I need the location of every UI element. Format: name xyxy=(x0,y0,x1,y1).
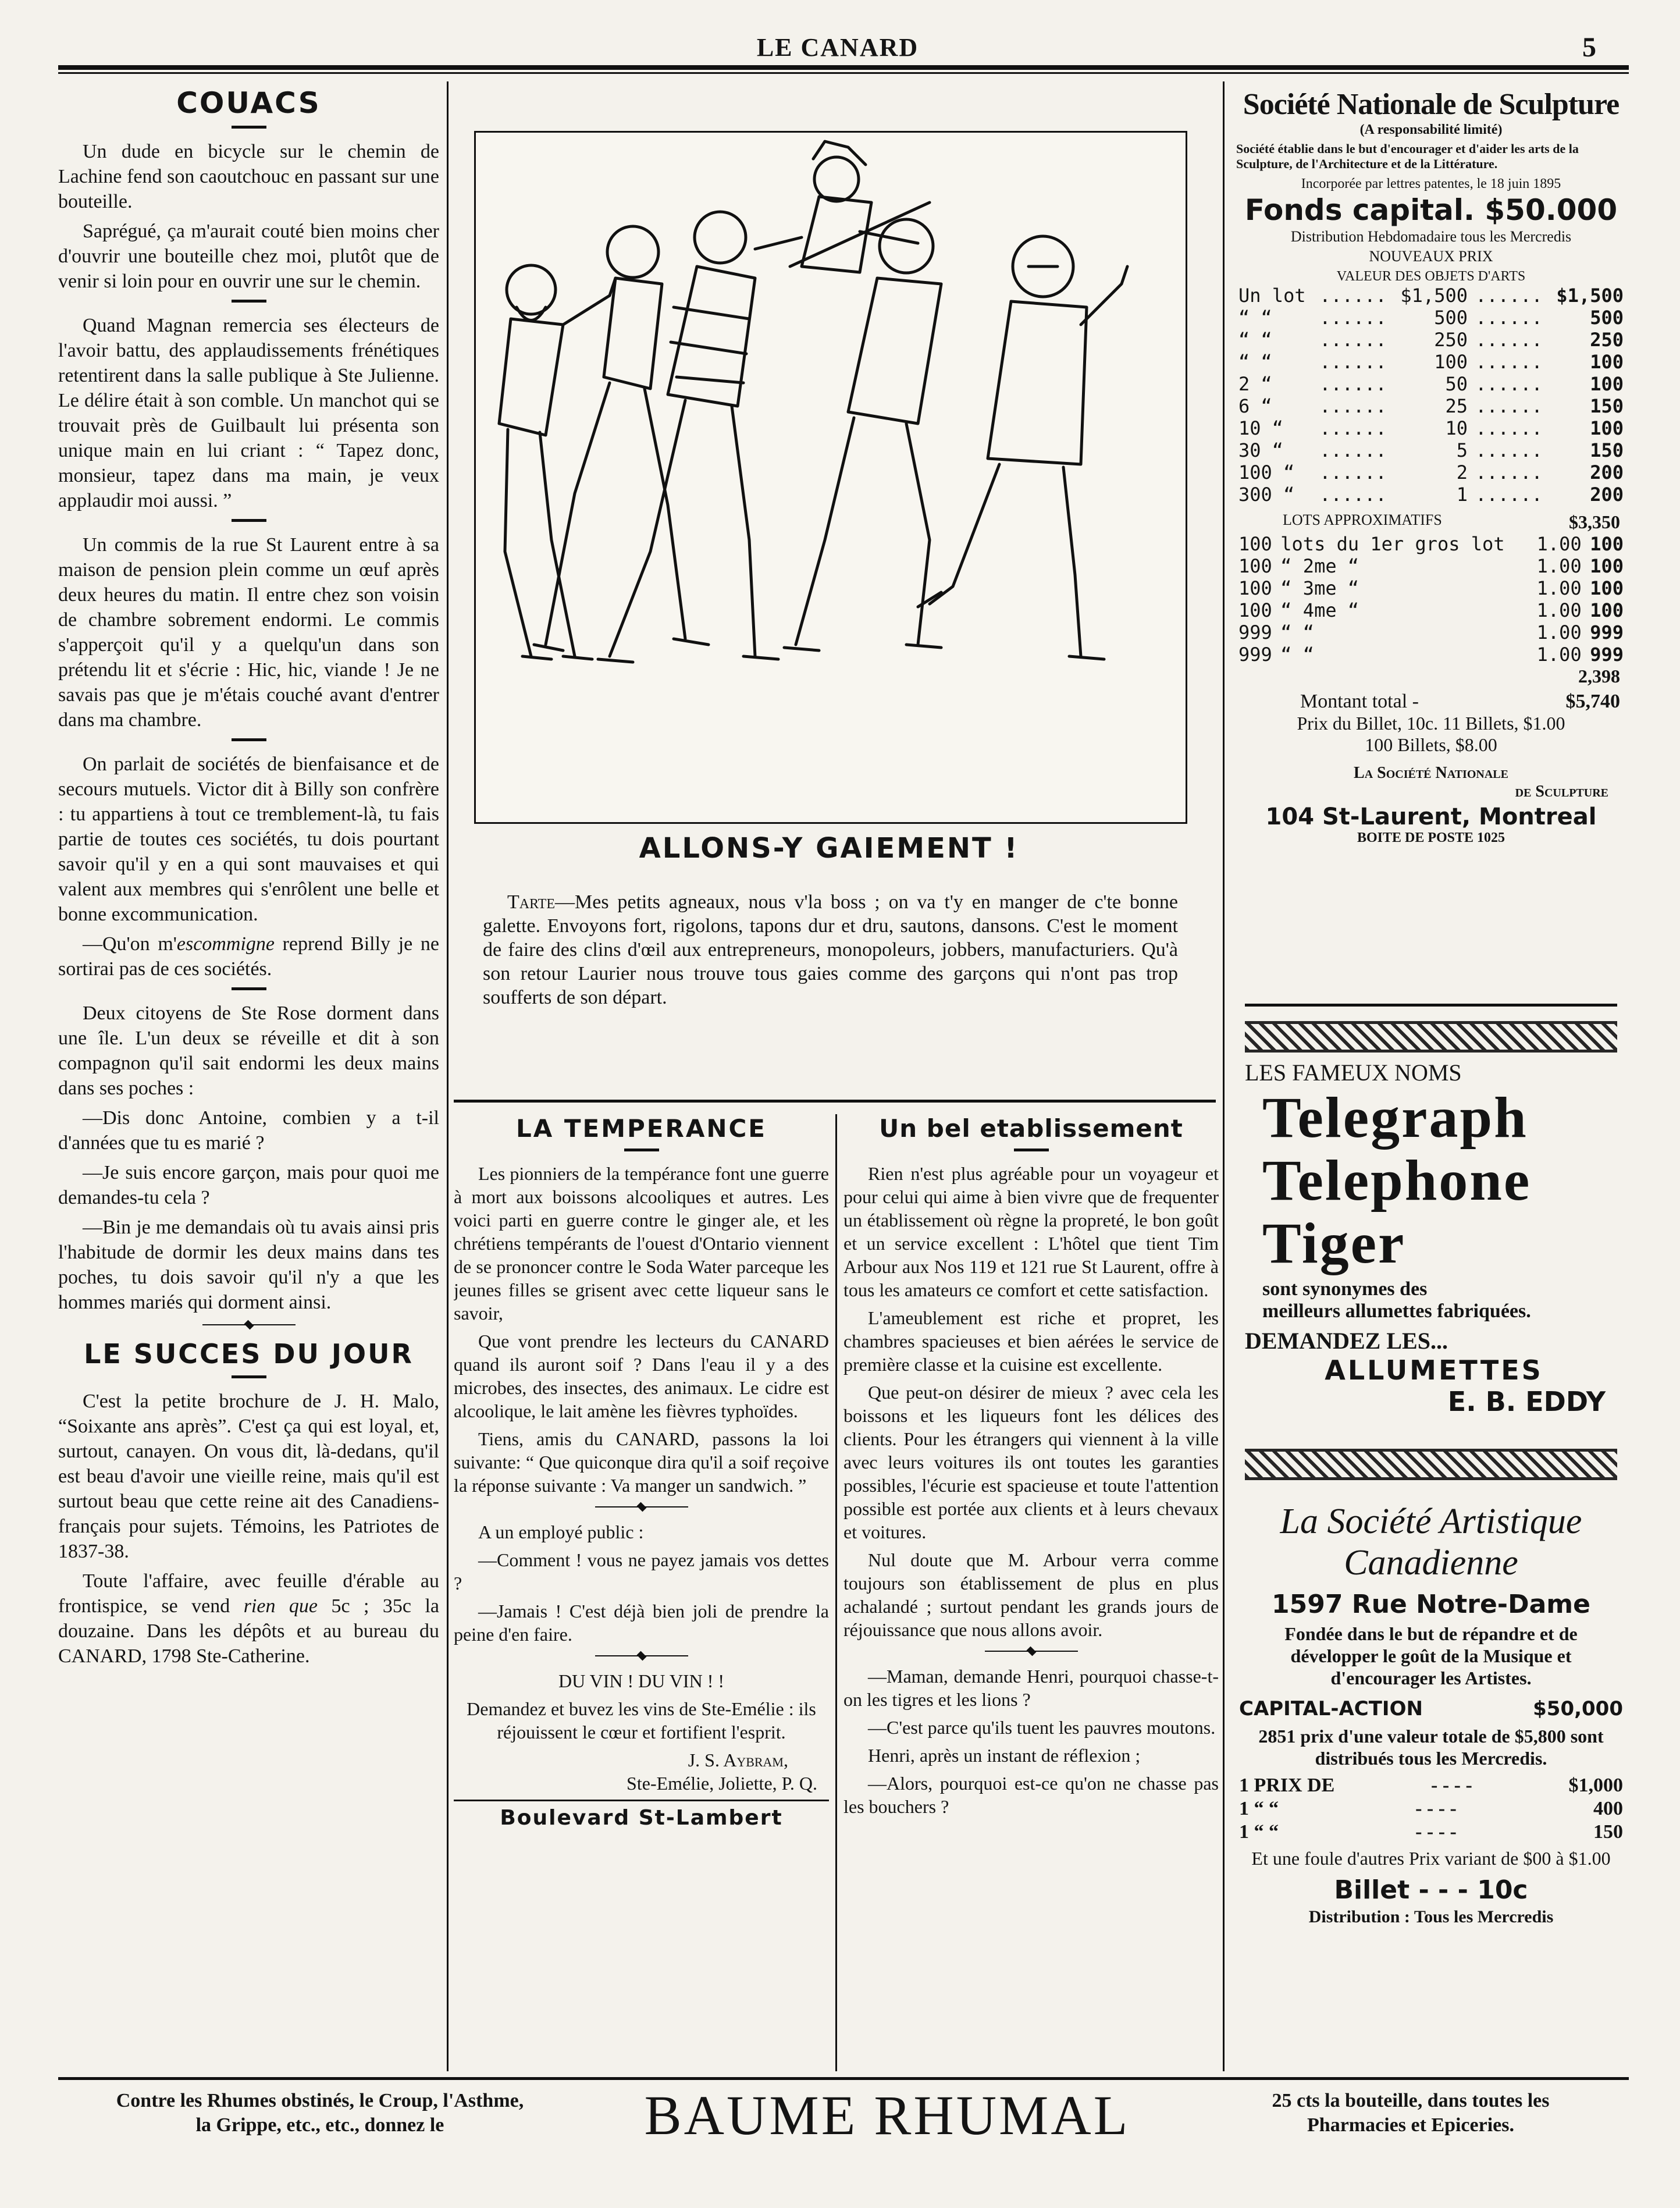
artistique-prize-row xyxy=(1239,1774,1623,1797)
leader-dots: ...... xyxy=(1475,329,1543,351)
couacs-column xyxy=(58,86,439,2076)
prize-unit: 100 xyxy=(1434,351,1468,373)
leader-dots: ...... xyxy=(1319,483,1387,506)
approx-total: 100 xyxy=(1590,577,1624,599)
value-header: VALEUR DES OBJETS D'ARTS xyxy=(1336,269,1526,284)
signature: J. S. Aybram, xyxy=(688,1750,788,1770)
paragraph xyxy=(58,1569,439,1669)
paragraph: Que vont prendre les lecteurs du CANARD quand ils auront soif ? Dans l'eau il y a des microbes, des insectes, des animaux. Le cidre est alcoolique, le lait amène les fièvres typhoïdes. xyxy=(454,1331,829,1421)
paragraph: Que peut-on désirer de mieux ? avec cela les boissons et les liqueurs font les délices des clients. Pour les étrangers qui viennent à la ville avec leurs voitures ils ont toutes les garanties possibles, l'écurie est spacieuse et toute l'attention possible est portée aux clients et à leurs chevaux et voitures. xyxy=(843,1382,1219,1542)
capital-value: $50,000 xyxy=(1533,1697,1623,1720)
emphasis: escommigne xyxy=(176,933,275,955)
brand-telephone: Telephone xyxy=(1262,1148,1532,1213)
prize-total: 200 xyxy=(1590,461,1624,483)
artistique-foule: Et une foule d'autres Prix variant de $00 à $1.00 xyxy=(1251,1848,1611,1869)
prize-count: 10 “ xyxy=(1238,417,1284,439)
approx-desc: “ “ xyxy=(1280,621,1315,643)
prize-count: Un lot xyxy=(1238,285,1306,307)
divider xyxy=(232,987,266,990)
paragraph xyxy=(483,890,1178,1009)
paragraph: Un dude en bicycle sur le chemin de Lachine fend son caoutchouc en passant sur une bouteille. xyxy=(58,141,439,212)
approx-total: 100 xyxy=(1590,555,1624,577)
couacs-title: COUACS xyxy=(176,86,321,120)
sculpture-incorporated: Incorporée par lettres patentes, le 18 juin 1895 xyxy=(1301,176,1561,191)
baume-title: BAUME RHUMAL xyxy=(644,2084,1130,2146)
section-rule xyxy=(454,1800,829,1801)
billet-row xyxy=(1239,1875,1623,1905)
divider xyxy=(232,519,266,522)
billet-label: Billet - - - xyxy=(1334,1875,1468,1905)
prize-value: 400 xyxy=(1593,1798,1623,1819)
prize-total: 250 xyxy=(1590,329,1624,351)
header-rule-thin xyxy=(58,72,1629,74)
prize-row xyxy=(1236,417,1626,439)
leader-dots: ...... xyxy=(1319,439,1387,461)
leader-dots: ...... xyxy=(1475,373,1543,395)
prize-unit: $1,500 xyxy=(1400,285,1468,307)
leader-dots: ...... xyxy=(1475,307,1543,329)
prize-value: $1,000 xyxy=(1568,1775,1623,1796)
baume-rhumal-ad xyxy=(58,2084,1629,2153)
ornament-divider xyxy=(595,1505,688,1509)
cartoon-illustration xyxy=(474,131,1187,824)
paragraph: —Jamais ! C'est déjà bien joli de prendre la peine d'en faire. xyxy=(454,1601,829,1645)
eddy-syn: sont synonymes des xyxy=(1262,1278,1428,1300)
approx-count: 999 xyxy=(1238,643,1272,666)
text: 5c ; 35c la douzaine. Dans les dépôts et au bureau du CANARD, 1798 Ste-Catherine. xyxy=(58,1595,439,1667)
paragraph: —Alors, pourquoi est-ce qu'on ne chasse pas les bouchers ? xyxy=(843,1773,1219,1817)
capital-row xyxy=(1239,1697,1623,1720)
paragraph: —Bin je me demandais où tu avais ainsi pris l'habitude de dormir les deux mains dans tes poches, tu dois savoir qu'il n'y a que les hommes mariés qui dorment ainsi. xyxy=(58,1217,439,1313)
approx-unit: 1.00 xyxy=(1536,577,1582,599)
approx-total: 100 xyxy=(1590,599,1624,621)
artistique-prizes-text: 2851 prix d'une valeur totale de $5,800 sont distribués tous les Mercredis. xyxy=(1258,1726,1604,1769)
prize-count: 100 “ xyxy=(1238,461,1295,483)
prize-count: “ “ xyxy=(1238,307,1272,329)
sculpture-signature: La Société Nationale xyxy=(1354,764,1508,782)
page-number: 5 xyxy=(1582,32,1596,63)
brand-telegraph: Telegraph xyxy=(1262,1085,1528,1150)
leader-dots: ...... xyxy=(1475,351,1543,373)
paragraph: C'est la petite brochure de J. H. Malo, “Soixante ans après”. C'est ça qui est loyal, et, surtout, canayen. On vous dit, là-dedans, qu'il est beau d'avoir une vieille reine, mais qu'il est surtout beau que cette reine ait des Canadiens-français pour sujets. Témoins, les Patriotes de 1837-38. xyxy=(58,1391,439,1562)
artistique-title: Canadienne xyxy=(1344,1543,1518,1583)
cartoon-caption: ALLONS-Y GAIEMENT ! xyxy=(639,832,1019,865)
text: la Grippe, etc., etc., donnez le xyxy=(195,2114,444,2136)
ornamental-band xyxy=(1245,1021,1617,1053)
leader-dots: ...... xyxy=(1475,395,1543,417)
newspaper-title: LE CANARD xyxy=(756,33,919,62)
divider xyxy=(624,1149,659,1151)
paragraph: —Comment ! vous ne payez jamais vos dettes ? xyxy=(454,1549,829,1594)
divider xyxy=(232,300,266,303)
artistique-prize-row xyxy=(1239,1797,1623,1821)
eddy-intro: LES FAMEUX NOMS xyxy=(1245,1059,1462,1086)
approx-row xyxy=(1236,621,1626,643)
artistique-title: La Société Artistique xyxy=(1280,1502,1582,1541)
prize-row xyxy=(1236,351,1626,373)
text: —Qu'on m' xyxy=(83,933,177,955)
speaker-label: Tarte xyxy=(507,891,555,913)
approx-row xyxy=(1236,577,1626,599)
price-line: Prix du Billet, 10c. 11 Billets, $1.00 xyxy=(1297,713,1565,734)
vin-title: DU VIN ! DU VIN ! ! xyxy=(558,1670,724,1691)
ornament-divider xyxy=(985,1649,1078,1653)
leader-dashes: - - - - xyxy=(1431,1775,1472,1796)
capital-label: CAPITAL-ACTION xyxy=(1239,1697,1423,1720)
text: —Mes petits agneaux, nous v'la boss ; on va t'y en manger de c'te bonne galette. Envoyons fort, rigolons, tapons dur et dru, sautons, dansons. C'est le moment de faire des clins d'œil aux entrepreneurs, monopoleurs, jobbers, manufacturiers. Qu'à son retour Laurier nous trouve tous gaies comme des garçons qui n'ont pas trop soufferts de son départ. xyxy=(483,891,1178,1008)
temperance-footer: Boulevard St-Lambert xyxy=(500,1806,783,1830)
approx-total: 999 xyxy=(1590,621,1624,643)
approx-total: $3,350 xyxy=(1569,511,1620,532)
prize-row xyxy=(1236,483,1626,506)
baume-left xyxy=(58,2089,582,2138)
prize-value: 150 xyxy=(1593,1821,1623,1843)
approx-count: 100 xyxy=(1238,577,1272,599)
paragraph: A un employé public : xyxy=(478,1521,644,1542)
paragraph: —Dis donc Antoine, combien y a t-il d'années que tu es marié ? xyxy=(58,1107,439,1154)
approx-unit: 1.00 xyxy=(1536,555,1582,577)
text: Pharmacies et Epiceries. xyxy=(1307,2114,1514,2136)
sculpture-purpose: Société établie dans le but d'encourager et d'aider les arts de la Sculpture, de l'Architecture et de la Littérature. xyxy=(1236,141,1579,171)
prize-total: 150 xyxy=(1590,439,1624,461)
montant-label: Montant total - xyxy=(1300,691,1419,712)
paragraph: —Maman, demande Henri, pourquoi chasse-t-on les tigres et les lions ? xyxy=(843,1666,1219,1710)
divider xyxy=(232,1375,266,1378)
approx-count: 100 xyxy=(1238,599,1272,621)
prize-label: 1 “ “ xyxy=(1239,1798,1279,1819)
paragraph: Les pionniers de la tempérance font une guerre à mort aux boissons alcooliques et autres. Les voici parti en guerre contre le ginger ale, et les chrétiens tempérants de l'ouest d'Ontario viennent de se prononcer contre le Soda Water parceque les jeunes filles se grisent avec cette liqueur sans le savoir, xyxy=(454,1163,829,1324)
baume-right xyxy=(1193,2089,1629,2138)
paragraph: —Je suis encore garçon, mais pour quoi me demandes-tu cela ? xyxy=(58,1162,439,1208)
prize-count: “ “ xyxy=(1238,351,1272,373)
approx-total: 999 xyxy=(1590,643,1624,666)
prize-total: 500 xyxy=(1590,307,1624,329)
prize-count: 30 “ xyxy=(1238,439,1284,461)
paragraph: L'ameublement est riche et propret, les chambres spacieuses et bien aérées le service de première classe et la cuisine est excellente. xyxy=(843,1307,1219,1375)
prize-count: 2 “ xyxy=(1238,373,1272,395)
approx-header xyxy=(1236,511,1626,533)
ornament-divider xyxy=(595,1654,688,1658)
cartoon-text xyxy=(483,890,1178,1014)
footer-rule xyxy=(58,2077,1629,2080)
ornament-divider xyxy=(202,1323,296,1327)
artistique-prize-list xyxy=(1239,1774,1623,1844)
sculpture-title: Société Nationale de Sculpture xyxy=(1243,88,1620,121)
prize-unit: 25 xyxy=(1445,395,1468,417)
paragraph: Quand Magnan remercia ses électeurs de l'avoir battu, des applaudissements frénétiques retentirent dans la salle publique à Ste Julienne. Le délire était à son comble. Un manchot qui se trouvait près de Guilbault lui présenta son unique main en lui criant : “ Tapez donc, monsieur, tapez dans ma main, je veux applaudir moi aussi. ” xyxy=(58,315,439,511)
paragraph: Saprégué, ça m'aurait couté bien moins cher d'ouvrir une bouteille chez moi, plutôt que de venir si loin pour en ouvrir une sur le chemin. xyxy=(58,221,439,292)
montant-row xyxy=(1236,687,1626,713)
montant-value: $5,740 xyxy=(1565,691,1620,712)
paragraph: Deux citoyens de Ste Rose dorment dans une île. L'un deux se réveille et dit à son compagnon qu'il sait endormi les deux mains dans ses poches : xyxy=(58,1002,439,1099)
paragraph: Un commis de la rue St Laurent entre à sa maison de pension plein comme un œuf après deux heures du matin. Il entre chez son voisin de chambre sobrement endormi. Le commis s'apperçoit qu'il y a quelqu'un dans son prétendu lit et s'écrie : Hic, hic, viande ! Je ne savais pas que je m'étais couché avant d'entrer dans ma chambre. xyxy=(58,534,439,731)
prize-count: 6 “ xyxy=(1238,395,1272,417)
eddy-allumettes: ALLUMETTES xyxy=(1325,1354,1543,1386)
section-rule xyxy=(454,1100,1216,1103)
eddy-ad xyxy=(1245,1059,1623,1431)
approx-row xyxy=(1236,555,1626,577)
approx-desc: “ 2me “ xyxy=(1280,555,1359,577)
new-prizes-label: NOUVEAUX PRIX xyxy=(1369,248,1493,265)
column-divider xyxy=(835,1114,837,2071)
eddy-demandez: DEMANDEZ LES... xyxy=(1245,1328,1448,1354)
prize-total: 100 xyxy=(1590,417,1624,439)
prize-row xyxy=(1236,373,1626,395)
divider xyxy=(232,126,266,129)
signature-place: Ste-Emélie, Joliette, P. Q. xyxy=(627,1773,817,1794)
approx-desc: lots du 1er gros lot xyxy=(1280,533,1505,555)
approx-unit: 1.00 xyxy=(1536,533,1582,555)
approx-label: LOTS APPROXIMATIFS xyxy=(1283,511,1442,528)
leader-dots: ...... xyxy=(1475,285,1543,307)
artistique-address: 1597 Rue Notre-Dame xyxy=(1272,1590,1590,1619)
prize-unit: 500 xyxy=(1434,307,1468,329)
page-header xyxy=(0,29,1680,70)
dancing-men-drawing xyxy=(476,133,1186,822)
brand-tiger: Tiger xyxy=(1262,1211,1406,1275)
prize-row xyxy=(1236,461,1626,483)
sculpture-distribution: Distribution Hebdomadaire tous les Mercredis xyxy=(1290,228,1572,245)
paragraph xyxy=(58,931,439,982)
emphasis: rien que xyxy=(243,1595,318,1617)
leader-dots: ...... xyxy=(1319,285,1387,307)
leader-dots: ...... xyxy=(1319,329,1387,351)
prize-row xyxy=(1236,329,1626,351)
prize-total: 100 xyxy=(1590,373,1624,395)
artistique-distribution: Distribution : Tous les Mercredis xyxy=(1308,1907,1554,1926)
eddy-syn: meilleurs allumettes fabriquées. xyxy=(1262,1300,1531,1322)
approx-unit: 1.00 xyxy=(1536,599,1582,621)
section-rule xyxy=(1245,1004,1617,1007)
prize-table xyxy=(1236,285,1626,506)
column-divider xyxy=(1223,81,1225,2071)
artistique-prize-row xyxy=(1239,1821,1623,1844)
text: Toute l'affaire, avec feuille d'érable au frontispice, se vend xyxy=(58,1570,439,1617)
prize-unit: 5 xyxy=(1456,439,1468,461)
prize-unit: 250 xyxy=(1434,329,1468,351)
approx-count: 999 xyxy=(1238,621,1272,643)
sculpture-box: BOITE DE POSTE 1025 xyxy=(1357,830,1505,845)
paragraph: —C'est parce qu'ils tuent les pauvres moutons. xyxy=(868,1717,1216,1738)
billet-value: 10c xyxy=(1477,1875,1528,1905)
prize-total: 200 xyxy=(1590,483,1624,506)
paragraph: Demandez et buvez les vins de Ste-Emélie : ils réjouissent le cœur et fortifient l'esprit. xyxy=(467,1698,816,1743)
eddy-name: E. B. EDDY xyxy=(1447,1386,1606,1417)
prize-total: 150 xyxy=(1590,395,1624,417)
etablissement-column xyxy=(843,1114,1219,2063)
subtotal: 2,398 xyxy=(1578,666,1620,687)
ornamental-band xyxy=(1245,1449,1617,1480)
leader-dots: ...... xyxy=(1319,417,1387,439)
approx-unit: 1.00 xyxy=(1536,643,1582,666)
leader-dots: ...... xyxy=(1475,461,1543,483)
approx-row xyxy=(1236,599,1626,621)
leader-dots: ...... xyxy=(1319,395,1387,417)
prize-total: 100 xyxy=(1590,351,1624,373)
sculpture-limited: (A responsabilité limité) xyxy=(1359,122,1503,137)
prize-count: “ “ xyxy=(1238,329,1272,351)
leader-dots: ...... xyxy=(1475,417,1543,439)
paragraph: Henri, après un instant de réflexion ; xyxy=(868,1745,1141,1766)
approx-unit: 1.00 xyxy=(1536,621,1582,643)
approx-row xyxy=(1236,643,1626,666)
approx-desc: “ 3me “ xyxy=(1280,577,1359,599)
paragraph: Rien n'est plus agréable pour un voyageur et pour celui qui aime à bien vivre que de frequenter un établissement où règne la propreté, le bon goût et un service excellent : L'hôtel que tient Tim Arbour aux Nos 119 et 121 rue St Laurent, offre à tous les amateurs ce comfort et cette satisfaction. xyxy=(843,1163,1219,1300)
leader-dashes: - - - - xyxy=(1415,1821,1457,1843)
succes-title: LE SUCCES DU JOUR xyxy=(84,1338,414,1370)
divider xyxy=(232,738,266,741)
prize-total: $1,500 xyxy=(1556,285,1624,307)
prize-row xyxy=(1236,439,1626,461)
prize-unit: 10 xyxy=(1445,417,1468,439)
leader-dots: ...... xyxy=(1475,439,1543,461)
prize-count: 300 “ xyxy=(1238,483,1295,506)
approx-table xyxy=(1236,533,1626,666)
paragraph: Tiens, amis du CANARD, passons la loi suivante: “ Que quiconque dira qu'il a soif reçoive la réponse suivante : Va manger un sandwich. ” xyxy=(454,1428,829,1496)
temperance-title: LA TEMPERANCE xyxy=(515,1114,767,1143)
price-line: 100 Billets, $8.00 xyxy=(1365,734,1497,755)
artistique-ad xyxy=(1239,1501,1623,2071)
approx-count: 100 xyxy=(1238,533,1272,555)
leader-dashes: - - - - xyxy=(1415,1798,1457,1819)
approx-total: 100 xyxy=(1590,533,1624,555)
leader-dots: ...... xyxy=(1319,307,1387,329)
sculpture-address: 104 St-Laurent, Montreal xyxy=(1265,803,1597,830)
prize-row xyxy=(1236,307,1626,329)
text: 25 cts la bouteille, dans toutes les xyxy=(1272,2090,1550,2111)
text: Contre les Rhumes obstinés, le Croup, l'Asthme, xyxy=(116,2090,524,2111)
leader-dots: ...... xyxy=(1319,373,1387,395)
leader-dots: ...... xyxy=(1319,461,1387,483)
prize-label: 1 PRIX DE xyxy=(1239,1775,1335,1796)
prize-label: 1 “ “ xyxy=(1239,1821,1279,1843)
prize-row xyxy=(1236,285,1626,307)
leader-dots: ...... xyxy=(1475,483,1543,506)
etablissement-title: Un bel etablissement xyxy=(879,1114,1183,1143)
approx-row xyxy=(1236,533,1626,555)
leader-dots: ...... xyxy=(1319,351,1387,373)
temperance-column xyxy=(454,1114,829,2063)
paragraph: Nul doute que M. Arbour verra comme toujours son établissement de plus en plus achalandé ; surtout pendant les grands jours de réjouissance que nous allons avoir. xyxy=(843,1549,1219,1640)
sculpture-signature: de Sculpture xyxy=(1515,783,1608,801)
approx-desc: “ 4me “ xyxy=(1280,599,1359,621)
approx-desc: “ “ xyxy=(1280,643,1315,666)
prize-row xyxy=(1236,395,1626,417)
divider xyxy=(1014,1149,1049,1151)
text: reprend Billy je ne sortirai pas de ces sociétés. xyxy=(58,933,439,980)
prize-unit: 2 xyxy=(1456,461,1468,483)
artistique-desc: Fondée dans le but de répandre et de développer le goût de la Musique et d'encourager les Artistes. xyxy=(1284,1623,1578,1688)
paragraph: On parlait de sociétés de bienfaisance et de secours mutuels. Victor dit à Billy son confrère : tu appartiens à tout ce tremblement-là, tu fais partie de toutes ces sociétés, tu dois pourtant savoir qu'il y en a qui sont mauvaises et qui valent aux membres qui s'enrôlent une belle et bonne excommunication. xyxy=(58,753,439,925)
prize-unit: 1 xyxy=(1456,483,1468,506)
prize-unit: 50 xyxy=(1445,373,1468,395)
approx-count: 100 xyxy=(1238,555,1272,577)
column-divider xyxy=(447,81,449,2071)
sculpture-ad xyxy=(1236,87,1626,995)
sculpture-capital: Fonds capital. $50.000 xyxy=(1244,193,1618,227)
header-rule xyxy=(58,65,1629,70)
